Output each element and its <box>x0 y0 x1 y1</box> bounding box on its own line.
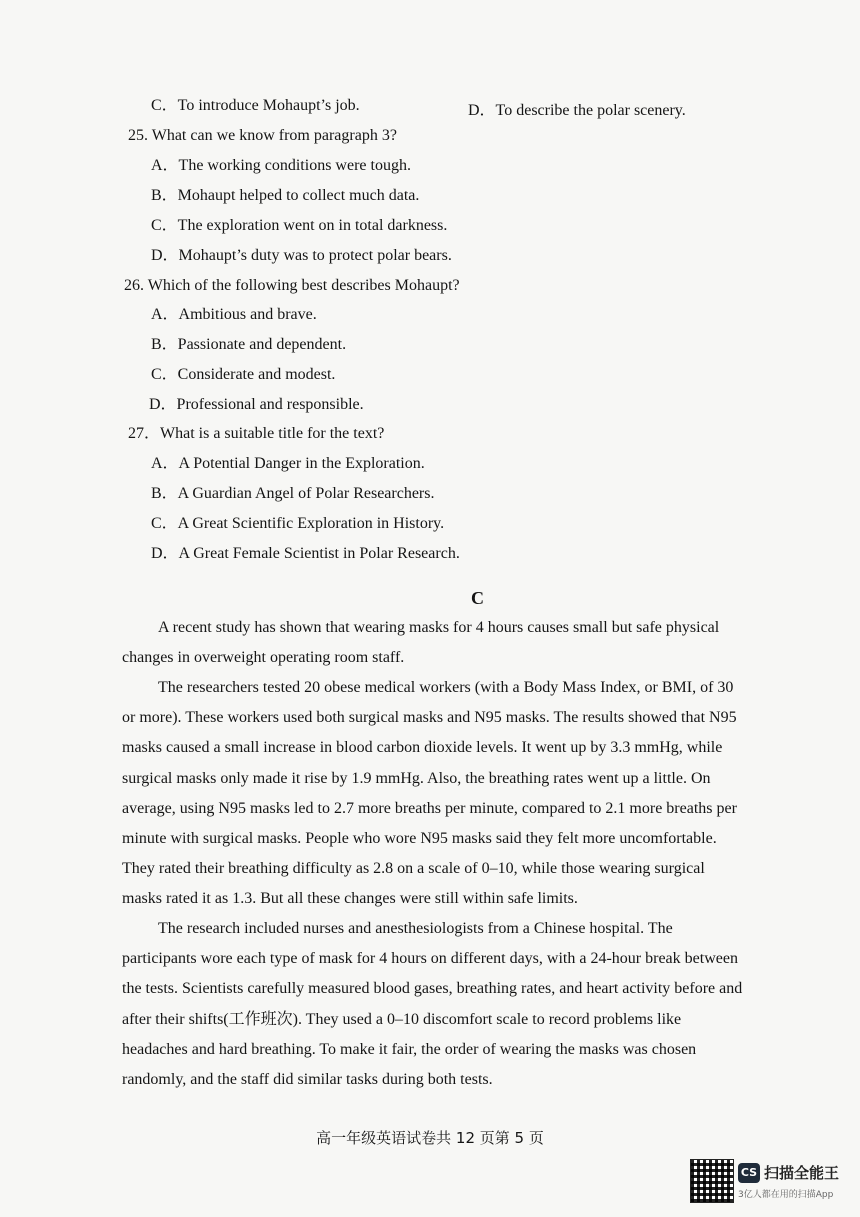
paragraph-3 <box>122 914 822 1095</box>
paragraph-line: headaches and hard breathing. To make it fair, the order of wearing the masks was chosen <box>122 1040 697 1058</box>
q26-option-c: C．Considerate and modest. <box>151 366 336 383</box>
paragraph-line: changes in overweight operating room staff. <box>122 649 405 667</box>
paragraph-line: masks rated it as 1.3. But all these changes were still within safe limits. <box>122 890 578 908</box>
paragraph-line: participants wore each type of mask for 4 hours on different days, with a 24-hour break between <box>122 950 738 968</box>
scanner-watermark <box>690 1159 855 1205</box>
paragraph-line: The researchers tested 20 obese medical workers (with a Body Mass Index, or BMI, of 30 <box>158 679 734 696</box>
q25-option-b: B．Mohaupt helped to collect much data. <box>151 187 420 204</box>
q24-option-c: C．To introduce Mohaupt’s job. <box>151 97 360 114</box>
paragraph-line: minute with surgical masks. People who wore N95 masks said they felt more uncomfortable. <box>122 830 717 848</box>
page-footer: 高一年级英语试卷共 12 页第 5 页 <box>316 1129 544 1147</box>
paragraph-line: after their shifts(工作班次). They used a 0–10 discomfort scale to record problems like <box>122 1010 682 1028</box>
q25-option-d: D．Mohaupt’s duty was to protect polar bears. <box>151 247 452 264</box>
paragraph-line: randomly, and the staff did similar tasks during both tests. <box>122 1071 493 1089</box>
q27-option-a: A．A Potential Danger in the Exploration. <box>151 455 425 472</box>
q27-option-b: B．A Guardian Angel of Polar Researchers. <box>151 485 435 502</box>
q26-option-a: A．Ambitious and brave. <box>151 306 317 323</box>
paragraph-line: or more). These workers used both surgical masks and N95 masks. The results showed that N95 <box>122 709 737 727</box>
q25-option-c: C．The exploration went on in total darkness. <box>151 217 448 234</box>
q25-stem: 25. What can we know from paragraph 3? <box>128 127 397 144</box>
q27-option-c: C．A Great Scientific Exploration in History. <box>151 515 445 532</box>
section-heading: C <box>471 588 484 608</box>
watermark-brand-name: 扫描全能王 <box>764 1164 840 1182</box>
camscanner-logo-icon: CS <box>738 1163 760 1183</box>
paragraph-line: average, using N95 masks led to 2.7 more breaths per minute, compared to 2.1 more breaths per <box>122 799 737 817</box>
q24-option-d: D．To describe the polar scenery. <box>468 102 686 119</box>
q27-option-d: D．A Great Female Scientist in Polar Research. <box>151 545 460 562</box>
q27-stem: 27．What is a suitable title for the text? <box>128 425 385 442</box>
q25-option-a: A．The working conditions were tough. <box>151 157 411 174</box>
paragraph-line: They rated their breathing difficulty as 2.8 on a scale of 0–10, while those wearing surgical <box>122 860 705 878</box>
paragraph-line: A recent study has shown that wearing masks for 4 hours causes small but safe physical <box>158 619 720 636</box>
q26-option-b: B．Passionate and dependent. <box>151 336 347 353</box>
paragraph-line: the tests. Scientists carefully measured blood gases, breathing rates, and heart activity before and <box>122 980 743 998</box>
paragraph-line: masks caused a small increase in blood carbon dioxide levels. It went up by 3.3 mmHg, while <box>122 739 723 757</box>
paragraph-2 <box>122 673 822 915</box>
paragraph-line: surgical masks only made it rise by 1.9 mmHg. Also, the breathing rates went up a little. On <box>122 769 711 787</box>
q26-stem: 26. Which of the following best describes Mohaupt? <box>124 277 460 294</box>
paragraph-line: The research included nurses and anesthesiologists from a Chinese hospital. The <box>158 920 673 937</box>
watermark-tagline: 3亿人都在用的扫描App <box>738 1190 834 1200</box>
paragraph-1 <box>122 613 822 673</box>
qr-code-icon <box>690 1159 734 1203</box>
q26-option-d: D．Professional and responsible. <box>149 396 364 413</box>
